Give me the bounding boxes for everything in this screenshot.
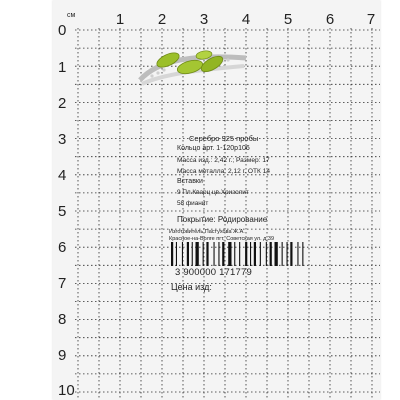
measurement-grid-sheet <box>53 0 380 400</box>
barcode-bar <box>275 242 278 266</box>
price-label: Цена изд: <box>171 282 212 292</box>
barcode-bar <box>266 242 267 266</box>
barcode-bar <box>245 242 247 266</box>
barcode-bar <box>187 242 189 266</box>
barcode-number: 3 900000 171779 <box>175 267 252 278</box>
tag-coating: Покрытие: Родирование <box>177 215 268 224</box>
barcode-bar <box>228 242 231 266</box>
product-tag <box>165 134 375 304</box>
x-number-3: 3 <box>199 11 209 28</box>
barcode-bar <box>282 242 283 266</box>
barcode-bar <box>302 242 303 266</box>
y-number-4: 4 <box>58 167 67 184</box>
y-number-7: 7 <box>58 275 67 292</box>
tag-mass: Масса изд.: 2,42 г.; Размер: 17 <box>177 157 270 164</box>
barcode-bar <box>270 242 272 266</box>
barcode <box>169 241 339 267</box>
barcode-bar <box>287 242 288 266</box>
barcode-bar <box>218 242 219 266</box>
y-number-2: 2 <box>58 95 67 112</box>
x-number-4: 4 <box>241 11 251 28</box>
y-number-6: 6 <box>58 239 67 256</box>
barcode-bar <box>290 242 292 266</box>
y-number-8: 8 <box>58 311 67 328</box>
barcode-bar <box>250 242 251 266</box>
tag-maker-line-1: Изготовитель Пастухова Ж.А. <box>169 229 245 235</box>
barcode-bar <box>297 242 298 266</box>
x-number-7: 7 <box>366 11 376 28</box>
barcode-bar <box>239 242 240 266</box>
tag-metal-mass: Масса металла: 2,12 г. ОТК 14 <box>177 168 271 175</box>
y-number-3: 3 <box>58 131 67 148</box>
y-number-9: 9 <box>58 347 67 364</box>
x-number-5: 5 <box>283 11 293 28</box>
x-number-2: 2 <box>157 11 167 28</box>
barcode-bar <box>214 242 215 266</box>
barcode-bar <box>196 242 199 266</box>
x-number-1: 1 <box>115 11 125 28</box>
barcode-bar <box>182 242 183 266</box>
tag-inserts-title: Вставки <box>177 178 203 185</box>
y-number-10: 10 <box>58 382 75 399</box>
tag-insert-1: 9 Пл.Кварц цв.Хризолит <box>177 189 249 196</box>
x-number-6: 6 <box>325 11 335 28</box>
tag-insert-2: 58 фианит <box>177 200 209 207</box>
y-number-0: 0 <box>58 22 67 39</box>
ring-image <box>138 40 248 90</box>
barcode-bar <box>176 242 177 266</box>
barcode-bar <box>254 242 256 266</box>
barcode-bar <box>222 242 224 266</box>
barcode-bar <box>192 242 193 266</box>
y-number-1: 1 <box>58 59 67 76</box>
barcode-bar <box>171 242 173 266</box>
y-number-5: 5 <box>58 203 67 220</box>
tag-article: Кольцо арт. 1-120р106 <box>177 145 250 152</box>
barcode-bar <box>260 242 261 266</box>
barcode-bar <box>234 242 235 266</box>
barcode-bar <box>206 242 208 266</box>
barcode-bar <box>203 242 204 266</box>
tag-maker-line-2: Красное-на-Волге пгт, Советская ул. д.39 <box>169 236 275 242</box>
unit-label: см <box>67 12 76 19</box>
tag-header: Серебро 925 пробы <box>189 134 259 143</box>
